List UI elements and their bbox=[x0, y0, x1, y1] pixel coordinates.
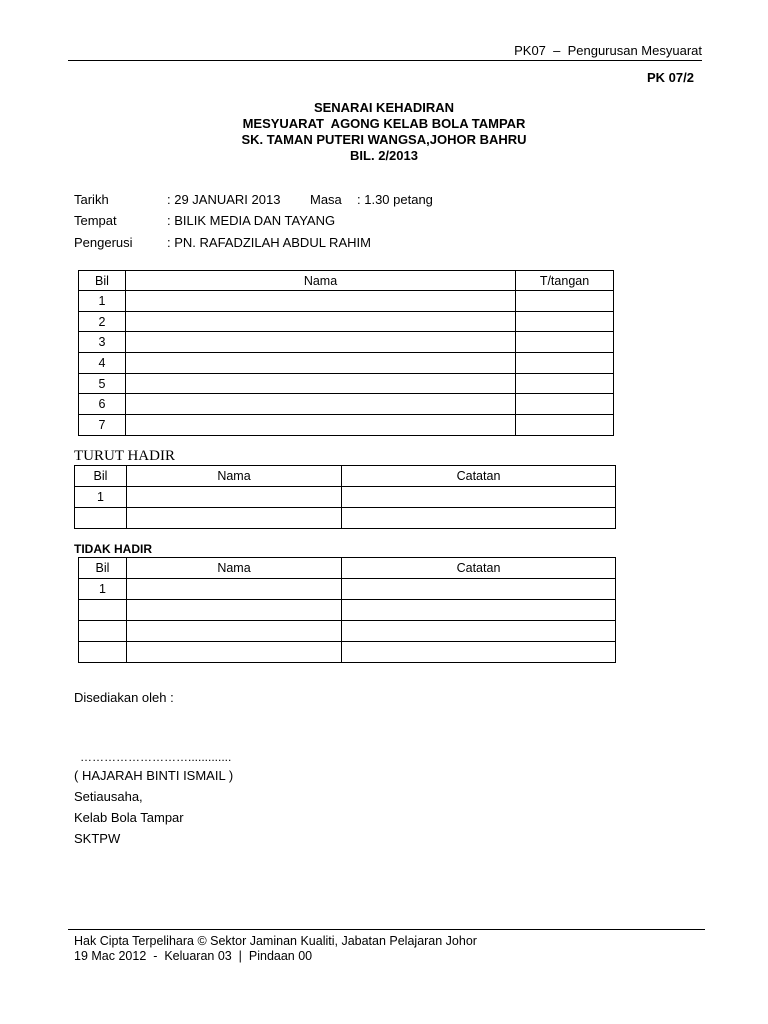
header-cell: Nama bbox=[127, 466, 342, 487]
name-cell[interactable] bbox=[127, 487, 342, 508]
organization-name: Kelab Bola Tampar bbox=[74, 810, 184, 825]
name-cell[interactable] bbox=[126, 291, 516, 312]
table-row bbox=[79, 579, 616, 600]
header-cell: Bil bbox=[75, 466, 127, 487]
bil-cell: 2 bbox=[79, 311, 126, 332]
signature-cell[interactable] bbox=[516, 291, 614, 312]
header-cell: Catatan bbox=[342, 558, 616, 579]
signature-cell[interactable] bbox=[516, 394, 614, 415]
date-value: : 29 JANUARI 2013 bbox=[167, 192, 281, 207]
turut-hadir-heading: TURUT HADIR bbox=[74, 448, 175, 464]
secretary-position: Setiausaha, bbox=[74, 789, 143, 804]
document-title bbox=[0, 100, 768, 164]
school-code: SKTPW bbox=[74, 831, 121, 846]
name-cell[interactable] bbox=[127, 579, 342, 600]
table-row bbox=[79, 621, 616, 642]
bil-cell bbox=[79, 642, 127, 663]
name-cell[interactable] bbox=[126, 311, 516, 332]
name-cell[interactable] bbox=[127, 642, 342, 663]
bil-cell bbox=[79, 621, 127, 642]
signature-cell[interactable] bbox=[516, 332, 614, 353]
name-cell[interactable] bbox=[127, 508, 342, 529]
title-line-2: MESYUARAT AGONG KELAB BOLA TAMPAR bbox=[242, 116, 526, 131]
bil-cell: 5 bbox=[79, 373, 126, 394]
name-cell[interactable] bbox=[127, 600, 342, 621]
table-row bbox=[79, 642, 616, 663]
remarks-cell[interactable] bbox=[342, 579, 616, 600]
name-cell[interactable] bbox=[126, 415, 516, 436]
turut-hadir-table bbox=[74, 465, 616, 529]
time-label: Masa bbox=[310, 192, 342, 207]
header-cell: Nama bbox=[127, 558, 342, 579]
signature-line: ………………………............. bbox=[80, 750, 232, 764]
title-line-4: BIL. 2/2013 bbox=[350, 148, 418, 163]
table-row bbox=[79, 394, 614, 415]
tidak-hadir-table bbox=[78, 557, 616, 663]
signature-cell[interactable] bbox=[516, 353, 614, 374]
table-row bbox=[79, 353, 614, 374]
signature-cell[interactable] bbox=[516, 311, 614, 332]
table-row bbox=[79, 291, 614, 312]
bil-cell: 1 bbox=[79, 579, 127, 600]
bil-cell: 1 bbox=[75, 487, 127, 508]
form-code: PK 07/2 bbox=[647, 70, 694, 85]
title-line-1: SENARAI KEHADIRAN bbox=[313, 100, 455, 115]
table-row bbox=[79, 415, 614, 436]
table-row bbox=[79, 373, 614, 394]
signature-cell[interactable] bbox=[516, 373, 614, 394]
header-cell: Bil bbox=[79, 558, 127, 579]
secretary-name: ( HAJARAH BINTI ISMAIL ) bbox=[74, 768, 234, 783]
table-row bbox=[79, 600, 616, 621]
remarks-cell[interactable] bbox=[342, 508, 616, 529]
signature-cell[interactable] bbox=[516, 415, 614, 436]
table-header-row bbox=[79, 271, 614, 291]
document-reference: PK07 – Pengurusan Mesyuarat bbox=[514, 43, 702, 58]
header-cell: T/tangan bbox=[516, 271, 614, 291]
bil-cell: 1 bbox=[79, 291, 126, 312]
remarks-cell[interactable] bbox=[342, 600, 616, 621]
table-header-row bbox=[79, 558, 616, 579]
bil-cell bbox=[75, 508, 127, 529]
name-cell[interactable] bbox=[126, 373, 516, 394]
table-row bbox=[75, 508, 616, 529]
time-value: : 1.30 petang bbox=[357, 192, 433, 207]
name-cell[interactable] bbox=[127, 621, 342, 642]
attendance-table bbox=[78, 270, 614, 436]
remarks-cell[interactable] bbox=[342, 642, 616, 663]
header-cell: Catatan bbox=[342, 466, 616, 487]
chair-value: : PN. RAFADZILAH ABDUL RAHIM bbox=[167, 235, 371, 250]
footer-copyright: Hak Cipta Terpelihara © Sektor Jaminan Kualiti, Jabatan Pelajaran Johor bbox=[74, 934, 477, 948]
bil-cell: 4 bbox=[79, 353, 126, 374]
header-cell: Bil bbox=[79, 271, 126, 291]
header-cell: Nama bbox=[126, 271, 516, 291]
bil-cell: 3 bbox=[79, 332, 126, 353]
tidak-hadir-heading: TIDAK HADIR bbox=[74, 542, 152, 556]
name-cell[interactable] bbox=[126, 353, 516, 374]
venue-value: : BILIK MEDIA DAN TAYANG bbox=[167, 213, 336, 228]
bil-cell: 7 bbox=[79, 415, 126, 436]
footer-rule bbox=[68, 929, 705, 930]
title-line-3: SK. TAMAN PUTERI WANGSA,JOHOR BAHRU bbox=[241, 132, 527, 147]
remarks-cell[interactable] bbox=[342, 621, 616, 642]
table-row bbox=[75, 487, 616, 508]
date-label: Tarikh bbox=[74, 192, 109, 207]
name-cell[interactable] bbox=[126, 332, 516, 353]
venue-label: Tempat bbox=[74, 213, 117, 228]
bil-cell: 6 bbox=[79, 394, 126, 415]
bil-cell bbox=[79, 600, 127, 621]
table-row bbox=[79, 311, 614, 332]
table-header-row bbox=[75, 466, 616, 487]
table-row bbox=[79, 332, 614, 353]
chair-label: Pengerusi bbox=[74, 235, 133, 250]
prepared-by-label: Disediakan oleh : bbox=[74, 690, 174, 705]
remarks-cell[interactable] bbox=[342, 487, 616, 508]
name-cell[interactable] bbox=[126, 394, 516, 415]
header-rule bbox=[68, 60, 702, 61]
footer-revision: 19 Mac 2012 - Keluaran 03 | Pindaan 00 bbox=[74, 949, 313, 963]
